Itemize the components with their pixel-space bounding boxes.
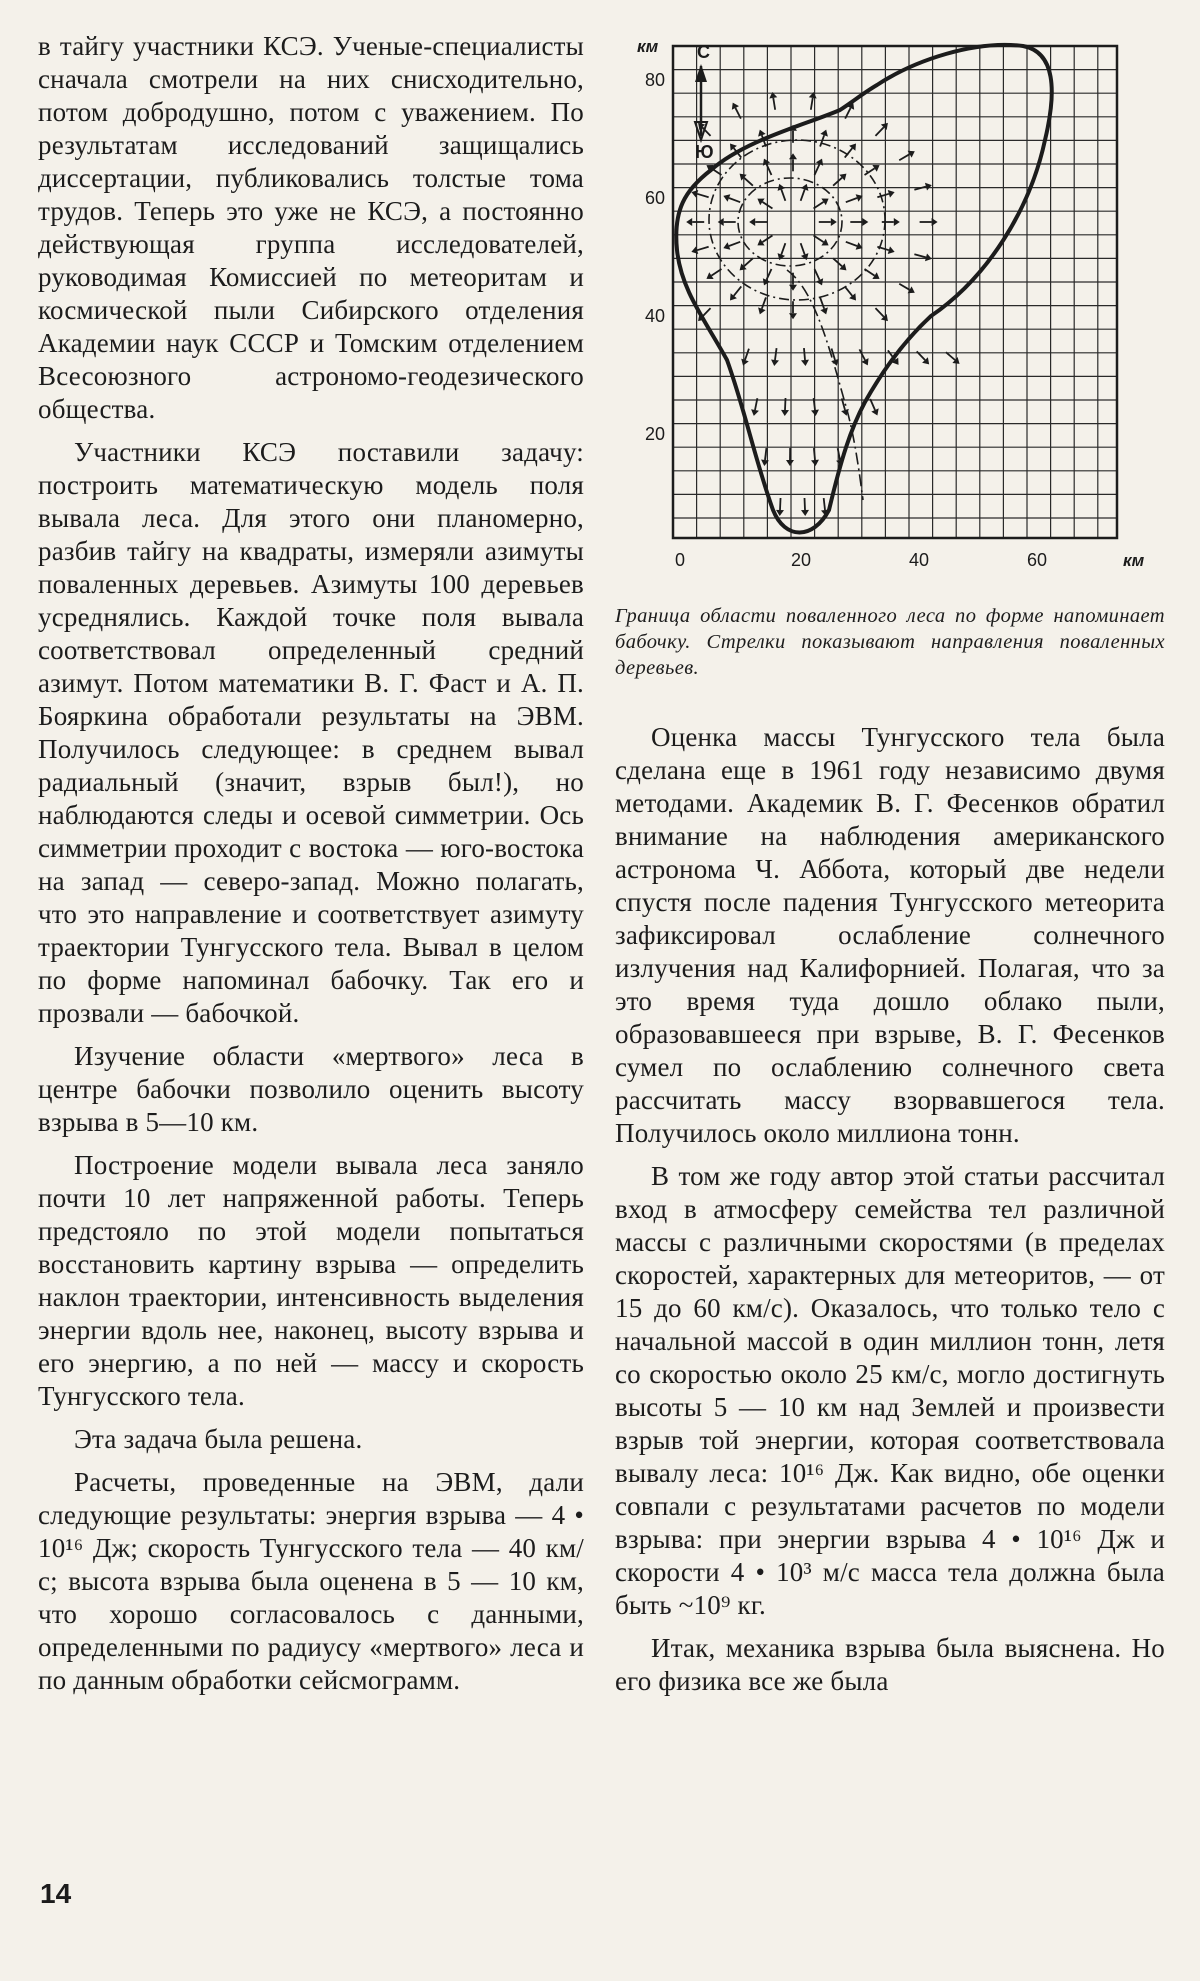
left-text-column	[38, 30, 584, 1707]
tree-fall-arrow	[914, 253, 931, 261]
tree-fall-arrow	[914, 183, 931, 191]
butterfly-boundary	[676, 45, 1052, 533]
tree-fall-arrow	[811, 448, 819, 466]
paragraph: Изучение области «мертвого» леса в центре бабочки позволило оценить высоту взрыва в 5—10 км.	[38, 1041, 584, 1137]
paragraph: Расчеты, проведенные на ЭВМ, дали следующие результаты: энергия взрыва — 4 • 10¹⁶ Дж; скорость Тунгусского тела — 40 км/с; высота взрыва была оценена в 5 — 10 км, что хорошо согласовалось с данными, определенными по радиусу «мертвого» леса и по данным обработки сейсмограмм.	[38, 1467, 584, 1695]
compass-icon	[695, 42, 714, 162]
tree-fall-arrow	[757, 199, 772, 209]
paragraph: В том же году автор этой статьи рассчитал вход в атмосферу семейства тел различной массы с различными скоростями (в пределах скоростей, характерных для метеоритов, — от 15 до 60 км/с). Оказалось, что только тело с начальной массой в один миллион тонн, летя со скоростью около 25 км/с, могло достигнуть высоты 5 — 10 км над Землей и произвести взрыв той энергии, которая соответствовала вывалу леса: 10¹⁶ Дж. Как видно, обе оценки совпали с результатами расчетов по модели взрыва: при энергии взрыва 4 • 10¹⁶ Дж и скорости 4 • 10³ м/с масса тела должна была быть ~10⁹ кг.	[615, 1161, 1165, 1620]
tree-fall-arrow	[723, 194, 740, 202]
paragraph: Оценка массы Тунгусского тела была сделана еще в 1961 году независимо двумя методами. Академик В. Г. Фесенков обратил внимание на наблюдения американского астронома Ч. Аббота, который две недели спустя после падения Тунгусского метеорита зафиксировал ослабление солнечного излучения над Калифорнией. Полагая, что за это время туда дошло облако пыли, образовавшееся при взрыве, В. Г. Фесенков сумел по ослаблению солнечного света рассчитать массу взорвавшегося тела. Получилось около миллиона тонн.	[615, 722, 1165, 1148]
right-column	[615, 30, 1165, 1708]
paragraph: Эта задача была решена.	[74, 1424, 363, 1454]
tree-fall-arrow	[769, 92, 777, 110]
tree-fall-arrow	[749, 218, 767, 226]
tree-fall-arrow	[691, 190, 708, 198]
compass-north-label: С	[697, 42, 710, 62]
y-tick-label: 40	[645, 306, 666, 326]
x-tick-label: 40	[909, 550, 930, 570]
y-tick-label: 60	[645, 188, 666, 208]
tree-fall-arrow	[801, 498, 809, 516]
y-tick-label: 80	[645, 70, 666, 90]
tree-fall-arrow	[751, 398, 759, 416]
y-tick-label: 20	[645, 424, 666, 444]
tree-fall-arrow	[730, 286, 741, 300]
tree-fall-arrow	[899, 284, 915, 293]
tree-fall-arrow	[819, 218, 837, 226]
tree-fall-arrow	[920, 218, 938, 226]
tree-fall-arrow	[859, 349, 868, 365]
tree-fall-arrow	[706, 269, 721, 279]
tree-fall-arrow	[815, 159, 824, 175]
tree-fall-arrow	[845, 286, 856, 300]
tree-fall-arrow	[723, 242, 740, 250]
tree-fall-arrow	[740, 174, 753, 186]
y-axis-unit: км	[637, 37, 659, 56]
paragraph: Итак, механика взрыва была выяснена. Но его физика все же была	[615, 1633, 1165, 1696]
forest-fall-map	[615, 30, 1165, 595]
tree-fall-arrow	[875, 308, 887, 321]
forest-fall-map-figure	[615, 30, 1165, 595]
symmetry-axis	[787, 270, 863, 500]
tree-fall-arrow	[757, 236, 772, 246]
tree-fall-arrow	[741, 349, 749, 366]
paragraph: Построение модели вывала леса заняло почти 10 лет напряженной работы. Теперь предстояло по этой модели попытаться восстановить картину взрыва — определить наклон траектории, интенсивность выделения энергии вдоль нее, наконец, высоту взрыва и его энергию, а по ней — массу и скорость Тунгусского тела.	[38, 1150, 584, 1411]
tree-fall-arrow	[870, 399, 878, 415]
tree-fall-arrow	[833, 174, 846, 186]
tree-fall-arrow	[789, 153, 797, 171]
tree-fall-arrow	[801, 243, 809, 260]
paragraph: в тайгу участники КСЭ. Ученые-специалисты сначала смотрели на них снисходительно, потом добродушно, потом с уважением. По результатам исследований защищались диссертации, публиковались толстые тома трудов. Теперь это уже не КСЭ, а постоянно действующая группа исследователей, руководимая Комиссией по метеоритам и космической пыли Сибирского отделения Академии наук СССР и Томским отделением Всесоюзного астрономо-геодезического общества.	[38, 31, 584, 424]
tree-fall-arrow	[691, 246, 708, 254]
tree-fall-arrow	[778, 184, 786, 201]
tree-fall-arrow	[686, 218, 704, 226]
x-tick-label: 0	[675, 550, 686, 570]
tree-fall-arrow	[771, 348, 779, 366]
tree-fall-arrow	[801, 348, 809, 366]
tree-fall-arrow	[781, 398, 789, 416]
tree-fall-arrow	[850, 218, 868, 226]
tree-fall-arrow	[801, 184, 809, 201]
tree-fall-arrow	[865, 269, 880, 279]
tree-fall-arrow	[778, 243, 786, 260]
tree-fall-arrow	[789, 301, 797, 319]
x-tick-label: 20	[791, 550, 812, 570]
tree-fall-arrow	[846, 242, 863, 250]
tree-fall-arrow	[814, 236, 829, 246]
compass-south-label: Ю	[695, 142, 714, 162]
paragraph: Участники КСЭ поставили задачу: построить математическую модель поля вывала леса. Для этого они планомерно, разбив тайгу на квадраты, измеряли азимуты поваленных деревьев. Азимуты 100 деревьев усреднялись. Каждой точке поля вывала соответствовал определенный средний азимут. Потом математики В. Г. Фаст и А. П. Бояркина обработали результаты на ЭВМ. Получилось следующее: в среднем вывал радиальный (значит, взрыв был!), но наблюдаются следы и осевой симметрии. Ось симметрии проходит с востока — юго-востока на запад — северо-запад. Можно полагать, что это направление и соответствует азимуту траектории Тунгусского тела. Вывал в целом по форме напоминал бабочку. Так его и прозвали — бабочкой.	[38, 437, 584, 1028]
tree-fall-arrow	[833, 258, 846, 270]
tree-fall-arrow	[845, 144, 856, 158]
tree-fall-arrow	[899, 151, 915, 160]
x-axis-unit: км	[1123, 551, 1145, 570]
tree-fall-arrow	[815, 269, 824, 285]
tree-fall-arrow	[846, 194, 863, 202]
tree-fall-arrow	[809, 92, 817, 110]
tree-fall-arrow	[740, 258, 753, 270]
page-number: 14	[40, 1878, 72, 1909]
tree-fall-arrow	[865, 165, 880, 175]
tree-fall-arrow	[946, 352, 960, 364]
tree-fall-arrow	[814, 199, 829, 209]
tree-fall-arrow	[786, 448, 794, 466]
figure-caption: Граница области поваленного леса по форме напоминает бабочку. Стрелки показывают направления поваленных деревьев.	[615, 605, 1165, 679]
x-tick-label: 60	[1027, 550, 1048, 570]
tree-fall-arrow	[776, 498, 784, 516]
tree-fall-arrow	[875, 123, 887, 136]
